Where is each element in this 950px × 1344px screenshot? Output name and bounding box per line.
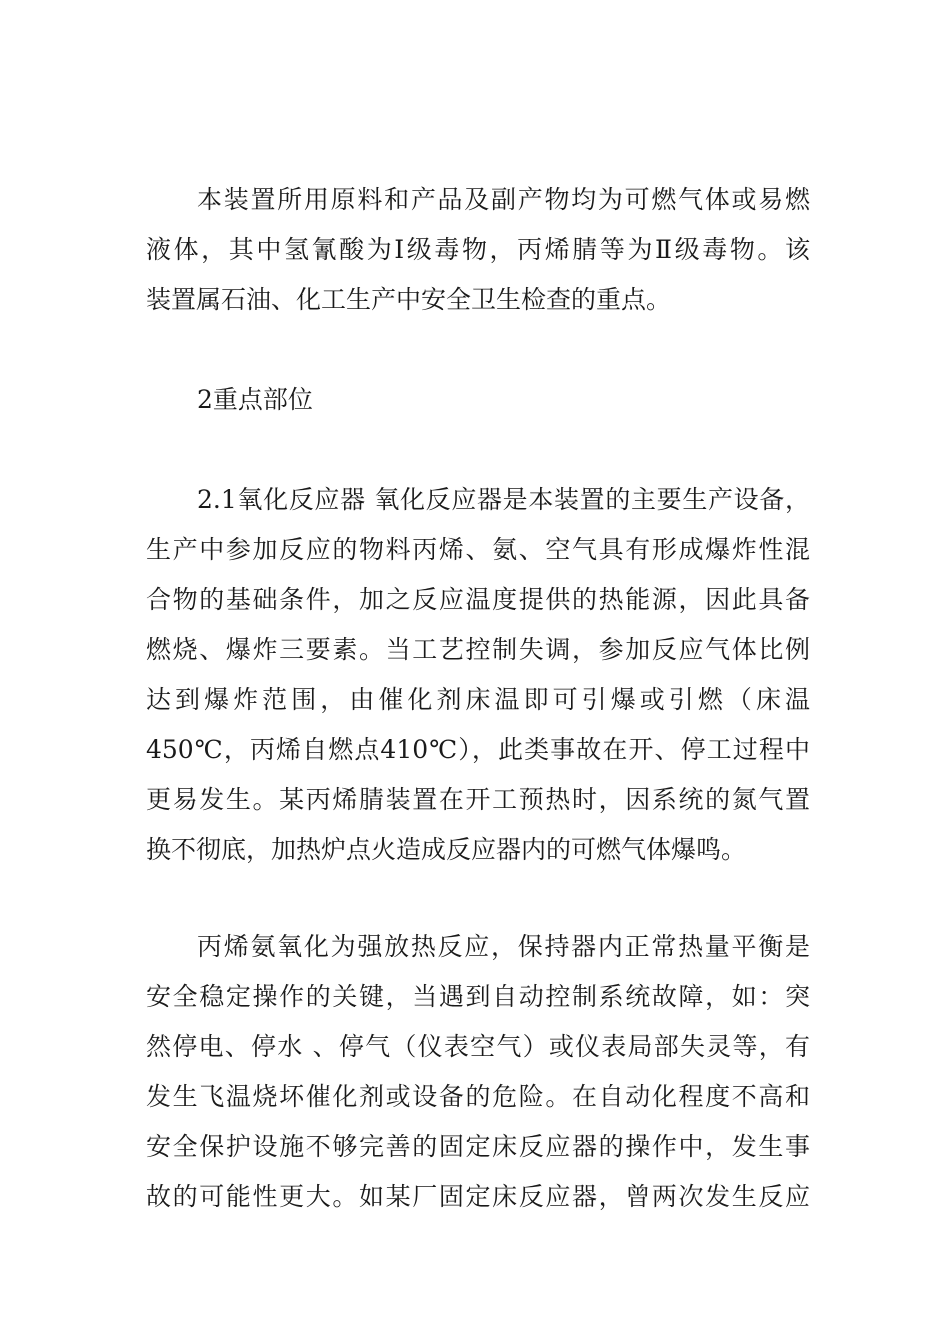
- paragraph-2-line-7: 更易发生。某丙烯腈装置在开工预热时，因系统的氮气置: [146, 785, 810, 814]
- paragraph-2-line-1: 2.1氧化反应器 氧化反应器是本装置的主要生产设备，: [197, 485, 810, 514]
- section-heading: 2重点部位: [197, 385, 313, 414]
- paragraph-2-line-2: 生产中参加反应的物料丙烯、氨、空气具有形成爆炸性混: [146, 535, 810, 564]
- paragraph-1-line-1: 本装置所用原料和产品及副产物均为可燃气体或易燃: [197, 185, 810, 214]
- paragraph-2-line-5: 达到爆炸范围，由催化剂床温即可引爆或引燃（床温: [146, 685, 810, 714]
- paragraph-3-line-6: 故的可能性更大。如某厂固定床反应器，曾两次发生反应: [146, 1182, 810, 1211]
- paragraph-3-line-3: 然停电、停水 、停气（仪表空气）或仪表局部失灵等，有: [146, 1032, 810, 1061]
- paragraph-3-line-4: 发生飞温烧坏催化剂或设备的危险。在自动化程度不高和: [146, 1082, 810, 1111]
- paragraph-2-line-3: 合物的基础条件，加之反应温度提供的热能源，因此具备: [146, 585, 810, 614]
- paragraph-3-line-5: 安全保护设施不够完善的固定床反应器的操作中，发生事: [146, 1132, 810, 1161]
- paragraph-1-line-2: 液体，其中氢氰酸为Ⅰ级毒物，丙烯腈等为Ⅱ级毒物。该: [146, 235, 810, 264]
- paragraph-2-line-6: 450℃，丙烯自燃点410℃），此类事故在开、停工过程中: [146, 735, 810, 764]
- paragraph-3-line-1: 丙烯氨氧化为强放热反应，保持器内正常热量平衡是: [197, 932, 810, 961]
- paragraph-2-line-4: 燃烧、爆炸三要素。当工艺控制失调，参加反应气体比例: [146, 635, 810, 664]
- paragraph-3-line-2: 安全稳定操作的关键，当遇到自动控制系统故障，如：突: [146, 982, 810, 1011]
- paragraph-1-line-3: 装置属石油、化工生产中安全卫生检查的重点。: [146, 285, 672, 314]
- paragraph-2-line-8: 换不彻底，加热炉点火造成反应器内的可燃气体爆鸣。: [146, 835, 747, 864]
